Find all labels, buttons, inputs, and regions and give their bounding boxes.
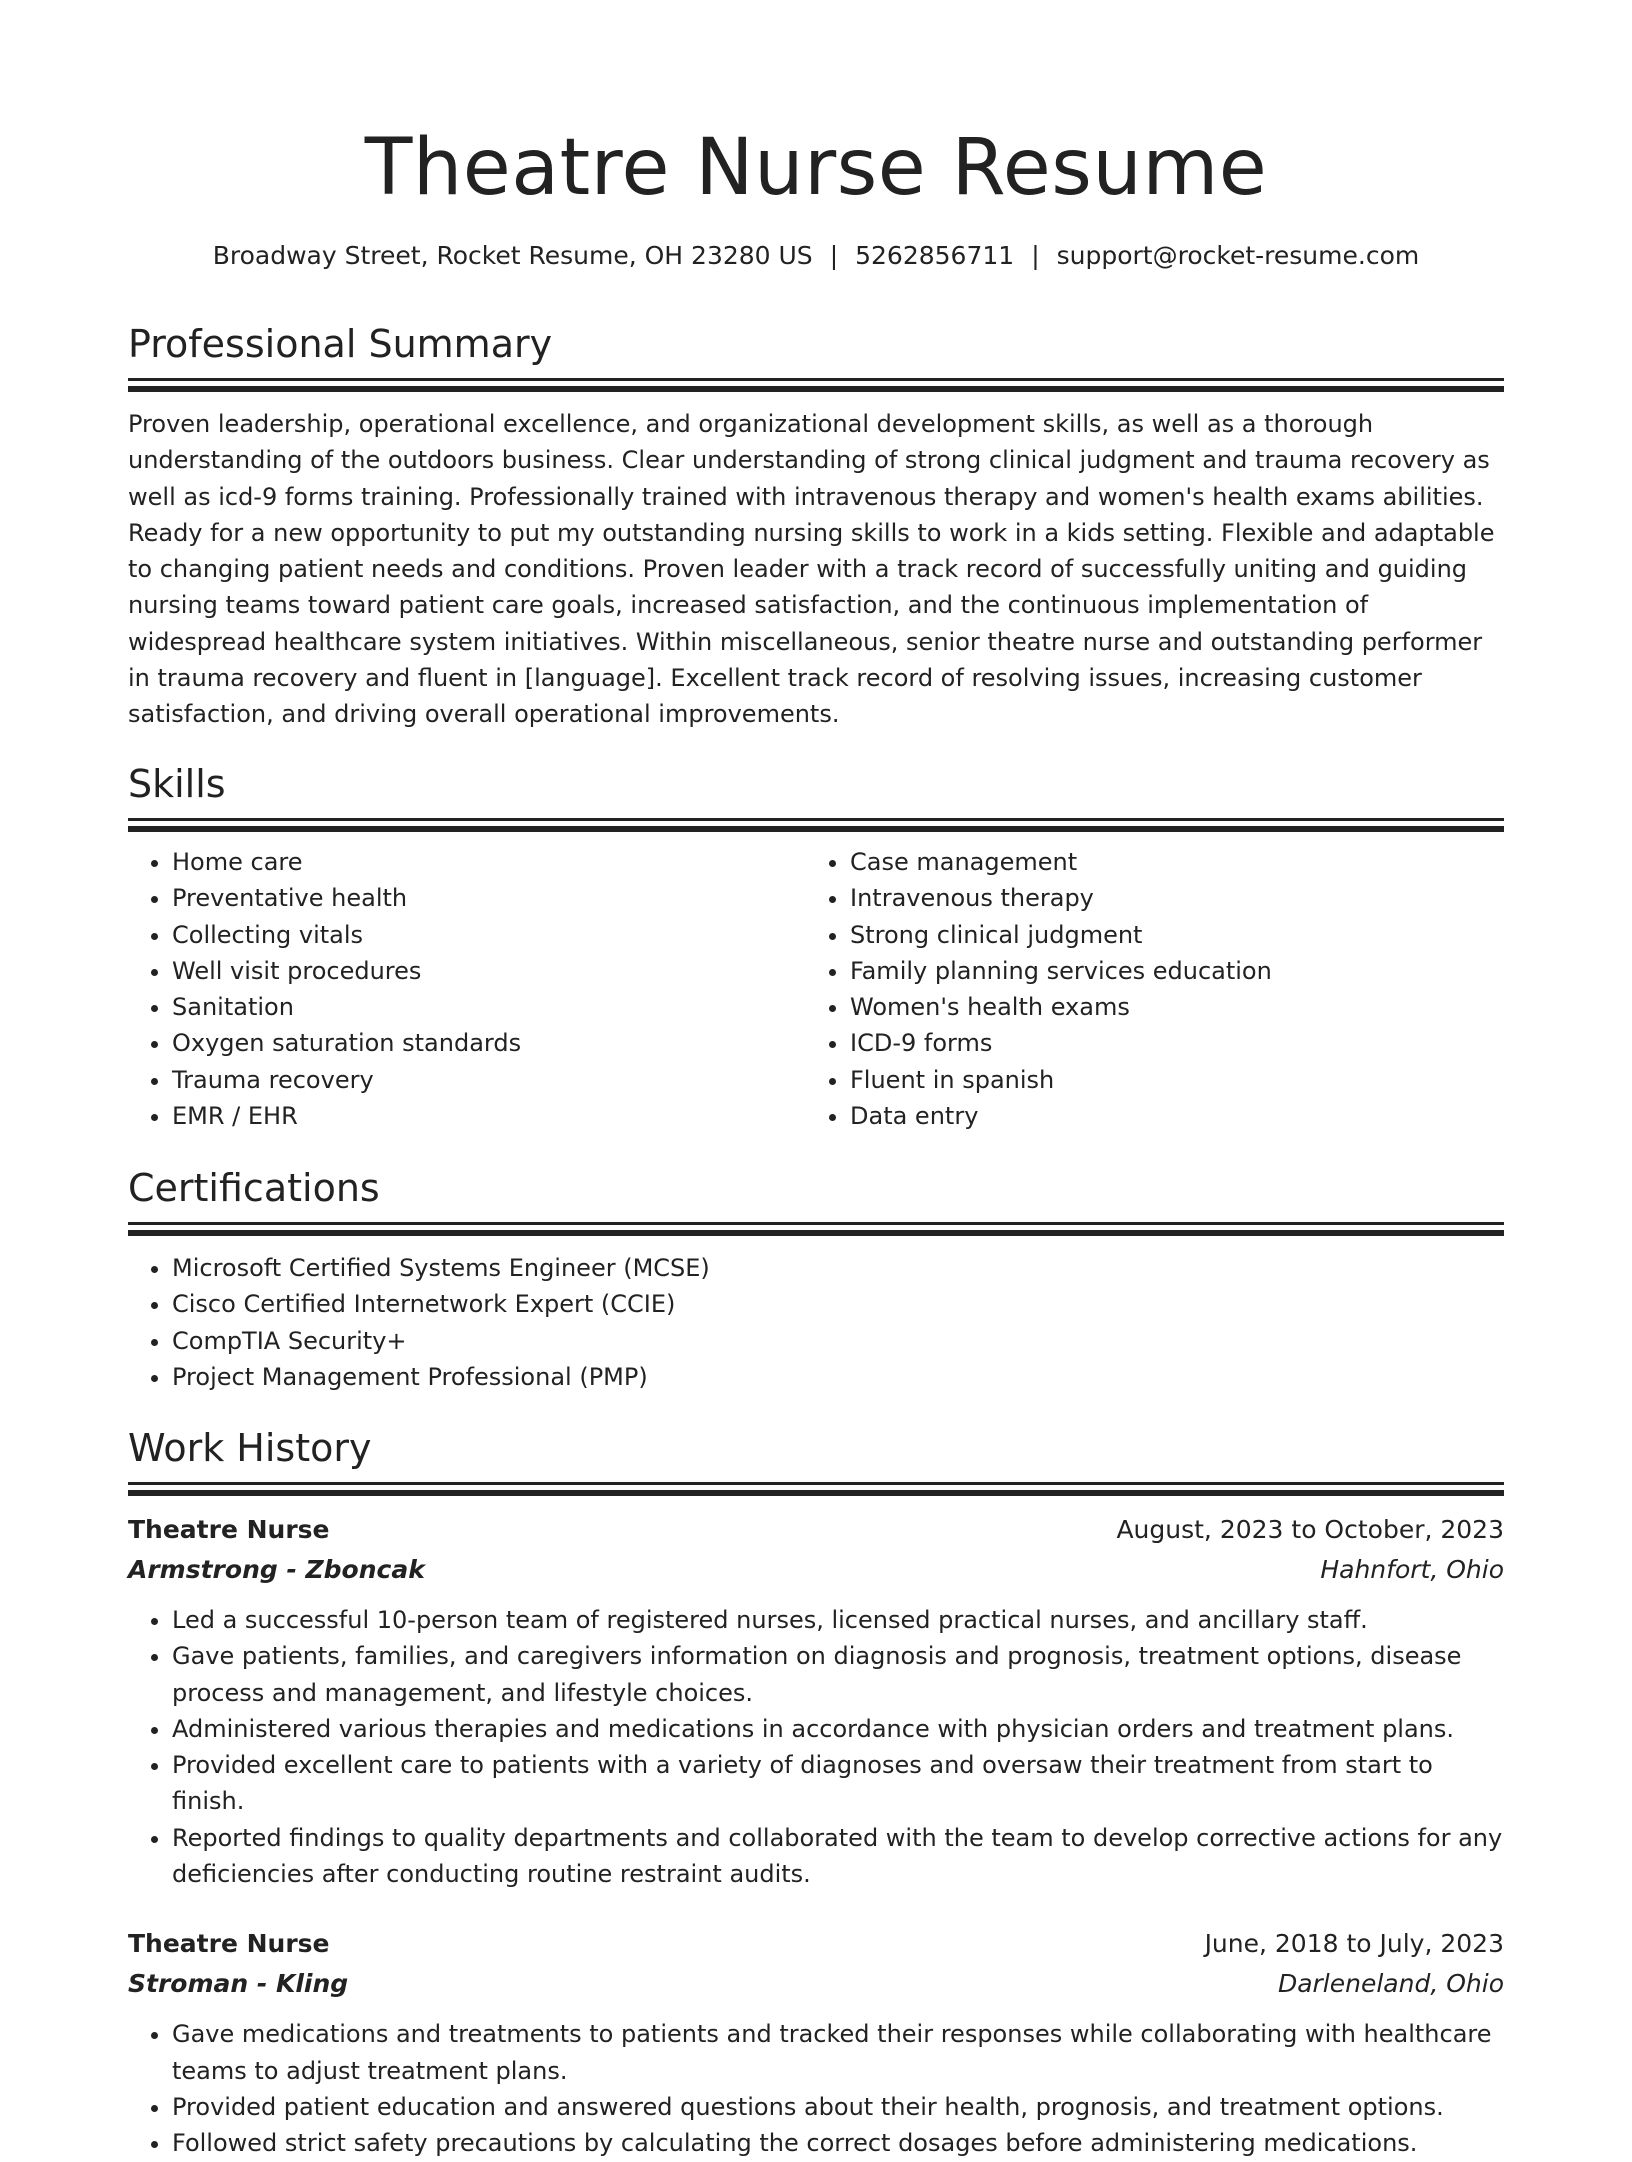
job-header (128, 1924, 1504, 1964)
section-rule (128, 378, 1504, 381)
skill-item: • EMR / EHR (172, 1098, 806, 1134)
work-history-heading: Work History (128, 1426, 372, 1470)
skill-item: • Oxygen saturation standards (172, 1025, 806, 1061)
skill-item: • Preventative health (172, 880, 806, 916)
skills-section (128, 758, 1504, 1134)
skill-item: • Trauma recovery (172, 1062, 806, 1098)
section-rule (128, 818, 1504, 821)
summary-section (128, 318, 1504, 733)
job-company: Armstrong - Zboncak (128, 1555, 425, 1584)
job-bullet: • Reported findings to quality departments and collaborated with the team to develop corrective actions for any deficiencies after conducting routine restraint audits. (172, 1820, 1504, 1893)
job-bullet: • Gave medications and treatments to patients and tracked their responses while collaborating with healthcare teams to adjust treatment plans. (172, 2016, 1504, 2089)
job-company: Stroman - Kling (128, 1969, 349, 1999)
certification-item: • Project Management Professional (PMP) (172, 1359, 1504, 1395)
contact-phone: 5262856711 (855, 241, 1015, 270)
job-dates: June, 2018 to July, 2023 (1204, 1929, 1504, 1959)
skills-heading: Skills (128, 762, 226, 806)
section-rule-thick (128, 826, 1504, 832)
job-title: Theatre Nurse (128, 1929, 330, 1959)
job-subheader (128, 1964, 1504, 2004)
skills-column-left (128, 844, 806, 1134)
job-title: Theatre Nurse (128, 1515, 330, 1544)
contact-address: Broadway Street, Rocket Resume, OH 23280 US (212, 241, 813, 270)
job-entry (128, 1510, 1504, 1892)
skill-item: • Case management (850, 844, 1484, 880)
job-subheader (128, 1550, 1504, 1590)
job-bullet: • Followed strict safety precautions by calculating the correct dosages before administering medications. (172, 2125, 1504, 2161)
contact-separator: | (829, 241, 839, 270)
section-rule-thick (128, 1230, 1504, 1236)
job-location: Darleneland, Ohio (1277, 1969, 1504, 1999)
page-title: Theatre Nurse Resume (364, 123, 1268, 213)
skill-item: • Family planning services education (850, 953, 1484, 989)
skill-item: • Sanitation (172, 989, 806, 1025)
summary-heading: Professional Summary (128, 322, 553, 366)
work-history-section (128, 1422, 1504, 2162)
certification-item: • Microsoft Certified Systems Engineer (MCSE) (172, 1250, 1504, 1286)
skills-columns (128, 844, 1504, 1134)
summary-text: Proven leadership, operational excellence, and organizational development skills, as well as a thorough understanding of the outdoors business. Clear understanding of strong clinical judgment and trauma recovery as well as icd-9 forms training. Professionally trained with intravenous therapy and women's health exams abilities. Ready for a new opportunity to put my outstanding nursing skills to work in a kids setting. Flexible and adaptable to changing patient needs and conditions. Proven leader with a track record of successfully uniting and guiding nursing teams toward patient care goals, increased satisfaction, and the continuous implementation of widespread healthcare system initiatives. Within miscellaneous, senior theatre nurse and outstanding performer in trauma recovery and fluent in [language]. Excellent track record of resolving issues, increasing customer satisfaction, and driving overall operational improvements. (128, 410, 1495, 729)
skill-item: • Strong clinical judgment (850, 917, 1484, 953)
skill-item: • Women's health exams (850, 989, 1484, 1025)
section-rule (128, 1482, 1504, 1485)
contact-separator: | (1031, 241, 1040, 270)
job-bullet: • Provided excellent care to patients with a variety of diagnoses and oversaw their treatment from start to finish. (172, 1747, 1504, 1820)
skills-list-left (128, 844, 806, 1134)
skill-item: • Collecting vitals (172, 917, 806, 953)
certifications-section (128, 1162, 1504, 1395)
job-bullets (128, 1602, 1504, 1892)
job-header (128, 1510, 1504, 1550)
skills-list-right (806, 844, 1484, 1134)
job-entry (128, 1924, 1504, 2161)
skill-item: • Well visit procedures (172, 953, 806, 989)
job-dates: August, 2023 to October, 2023 (1116, 1515, 1504, 1544)
certifications-list (128, 1250, 1504, 1395)
certification-item: • Cisco Certified Internetwork Expert (CCIE) (172, 1286, 1504, 1322)
certification-item: • CompTIA Security+ (172, 1323, 1504, 1359)
job-bullets (128, 2016, 1504, 2161)
skill-item: • ICD-9 forms (850, 1025, 1484, 1061)
skill-item: • Intravenous therapy (850, 880, 1484, 916)
contact-email: support@rocket-resume.com (1056, 241, 1420, 270)
section-rule-thick (128, 1490, 1504, 1496)
job-bullet: • Led a successful 10-person team of registered nurses, licensed practical nurses, and ancillary staff. (172, 1602, 1504, 1638)
contact-line (128, 238, 1504, 274)
certifications-heading: Certifications (128, 1166, 380, 1210)
skills-column-right (806, 844, 1484, 1134)
job-bullet: • Gave patients, families, and caregivers information on diagnosis and prognosis, treatment options, disease process and management, and lifestyle choices. (172, 1638, 1504, 1711)
job-location: Hahnfort, Ohio (1320, 1555, 1504, 1584)
section-rule (128, 1222, 1504, 1225)
skill-item: • Home care (172, 844, 806, 880)
skill-item: • Fluent in spanish (850, 1062, 1484, 1098)
job-bullet: • Provided patient education and answered questions about their health, prognosis, and treatment options. (172, 2089, 1504, 2125)
section-rule-thick (128, 386, 1504, 392)
skill-item: • Data entry (850, 1098, 1484, 1134)
job-bullet: • Administered various therapies and medications in accordance with physician orders and treatment plans. (172, 1711, 1504, 1747)
